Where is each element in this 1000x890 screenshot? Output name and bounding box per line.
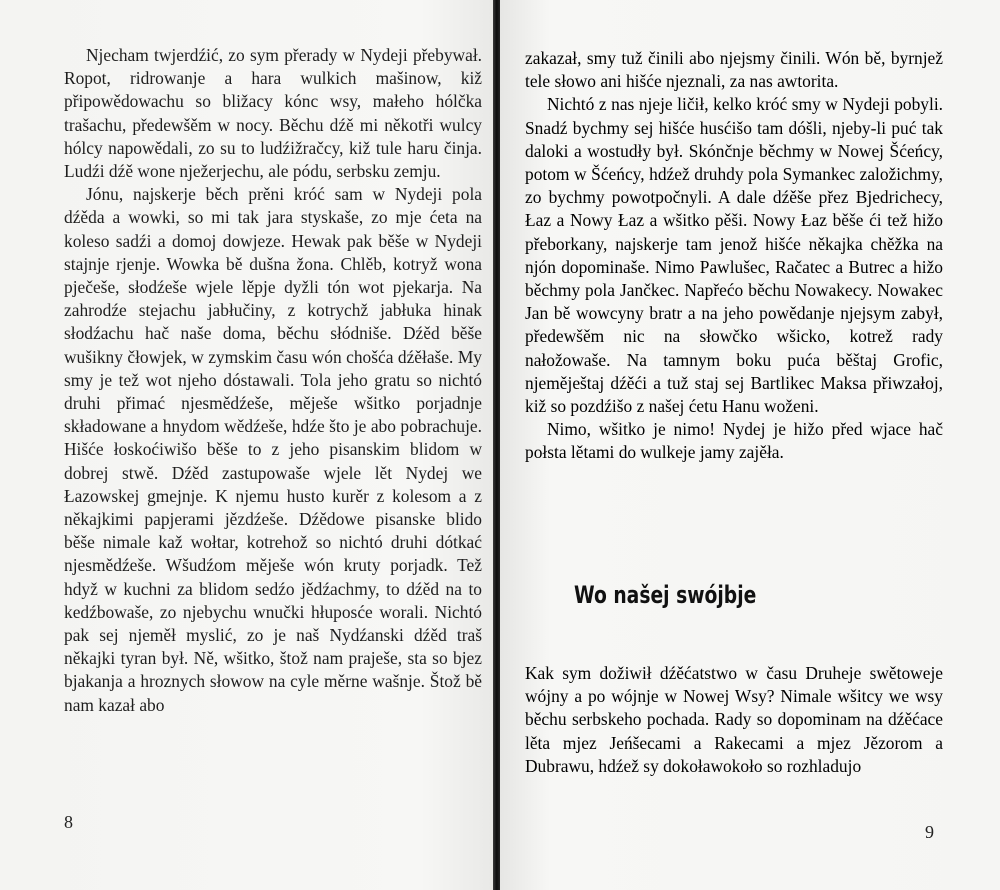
- paragraph: Nimo, wšitko je nimo! Nydej je hižo před wjace hač połsta lětami do wulkeje jamy zajěła.: [525, 419, 943, 463]
- paragraph: Jónu, najskerje běch prěni króć sam w Nydeji pola dźěda a wowki, so mi tak jara styskaše, zo mje ćeta na koleso sadźi a domoj dowjeze. Hewak pak běše w Nydeji stajnje rjenje. Wowka bě dušna žona. Chlěb, kotryž wona pječeše, słodźeše wjele lěpje dyžli tón wot pjekarja. Na zahrodźe stejachu jabłučiny, z kotrychž jabłuka hinak słodźachu hač naše doma, běchu słódniše. Dźěd běše wušikny čłowjek, w zymskim času wón chošća dźěłaše. My smy je tež wot njeho dóstawali. Tola jeho gratu so nichtó druhi přimać njesmědźeše, měješe wšitko porjadnje składowane a hnydom wědźeše, hdźe što je abo pobrachuje. Hišće łoskoćiwišo běše to z jeho pisanskim blidom w dobrej stwě. Dźěd zastupowaše wjele lět Nydej we Łazowskej gmejnje. K njemu husto kurěr z kolesom a z někajkimi papjerami jězdźeše. Dźědowe pisanske blido běše nimale kaž wołtar, kotrehož so nichtó druhi dótkać njesmědźeše. Wšudźom měješe wón kruty porjadk. Tež hdyž w kuchni za blidom sedźo jědźachmy, to dźěd na to kedźbowaše, zo njebychu wnučki hłuposće worali. Nichtó pak sej njeměł myslić, zo je naš Nydźanski dźěd traš někajki tyran był. Ně, wšitko, štož nam praješe, sta so bjez bjakanja a hroznych słowow na cyle měrne wašnje. Štož bě nam kazał abo: [64, 184, 482, 715]
- chapter-title: Wo našej swójbje: [574, 581, 757, 609]
- left-page-text: [64, 44, 482, 717]
- paragraph: zakazał, smy tuž činili abo njejsmy činili. Wón bě, byrnjež tele słowo ani hišće njeznali, za nas awtorita.: [525, 48, 943, 92]
- page-number: 9: [925, 822, 934, 842]
- page-number: 8: [64, 812, 73, 832]
- left-page: [0, 0, 496, 890]
- right-page-text-bottom: [525, 662, 943, 778]
- paragraph: Kak sym dožiwił dźěćatstwo w času Druheje swětoweje wójny a po wójnje w Nowej Wsy? Nimale wšitcy we wsy běchu serbskeho pochada. Rady so dopominam na dźěćace lěta mjez Jeńšecami a Rakecami a mjez Jězorom a Dubrawu, hdźež sy dokoławokoło so rozhladujo: [525, 663, 943, 776]
- paragraph: Njecham twjerdźić, zo sym přerady w Nydeji přebywał. Ropot, ridrowanje a hara wulkich mašinow, kiž připowědowachu so bližacy kónc wsy, małeho hólčka trašachu, předewšěm w nocy. Běchu dźě mi někotři wulcy hólcy napowědali, zo su to ludźižračcy, kiž tule haru činja. Ludźi dźě wone nježerjechu, ale pódu, serbsku zemju.: [64, 45, 482, 182]
- right-page-text-top: [525, 47, 943, 465]
- paragraph: Nichtó z nas njeje ličił, kelko króć smy w Nydeji pobyli. Snadź bychmy sej hišće husćišo tam dóšli, njeby-li puć tak daloki a wostudły był. Skónčnje běchmy w Nowej Šćeńcy, potom w Šćeńcy, hdźež druhdy pola Symankec založichmy, zo bychmy powotpočnyli. A dale dźěše přez Bjedrichecy, Łaz a Nowy Łaz a wšitko pěši. Nowy Łaz běše ći tež hižo přeborkany, najskerje tam jenož hišće někajka chěžka na njón dopominaše. Nimo Pawlušec, Račatec a Butrec a hižo běchmy pola Jančkec. Napřećo běchu Nowakecy. Nowakec Jan bě wowcyny bratr a na jeho powědanje njejsym zabył, předewšěm nic na słowčko wšicko, kotrež rady nałožowaše. Na tamnym boku puća běštaj Grofic, njeměještaj dźěći a tuž staj sej Bartlikec Maksa přiwzałoj, kiž so pozdźišo z našej ćetu Hanu woženi.: [525, 94, 943, 417]
